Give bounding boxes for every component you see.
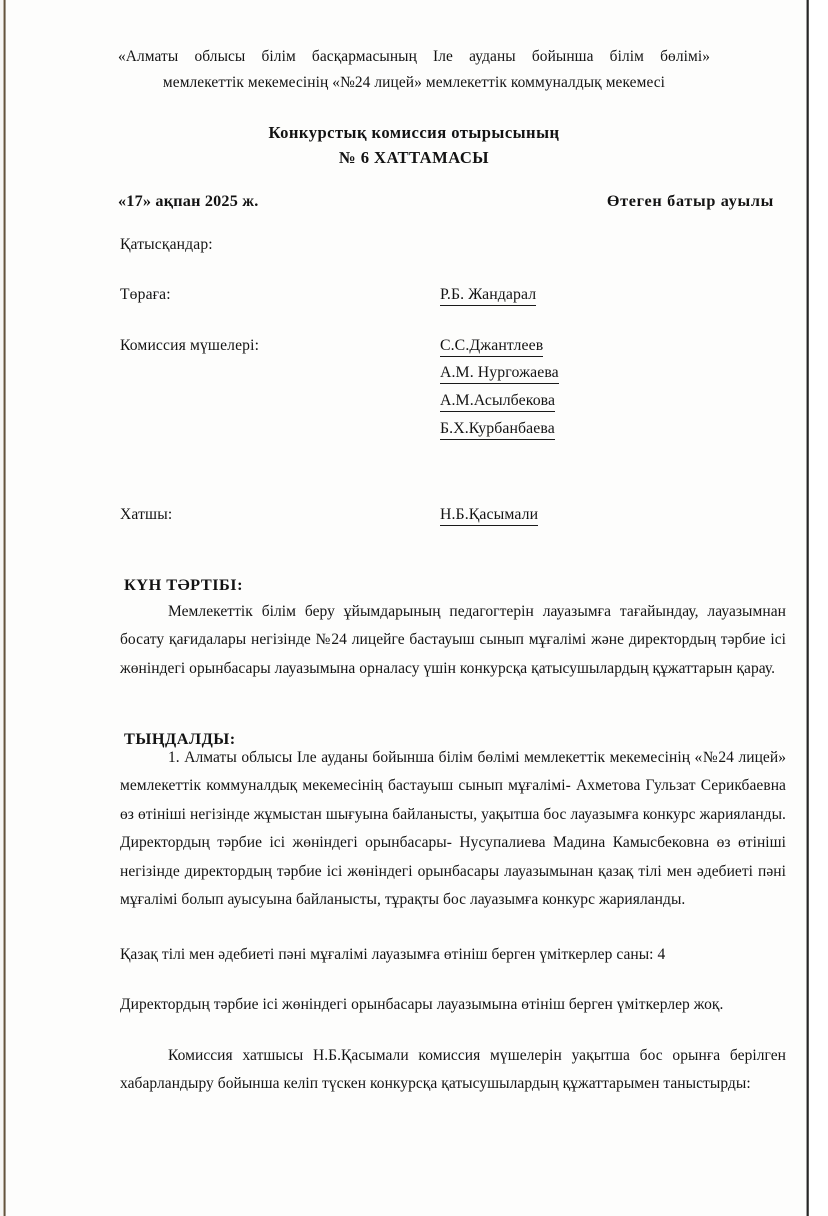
chair-name: Р.Б. Жандарал (440, 286, 536, 306)
title-line-2: № 6 ХАТТАМАСЫ (338, 148, 489, 167)
header-line-1: «Алматы облысы білім басқармасының Іле ауданы бойынша білім бөлімі» (118, 48, 710, 65)
document-place: Өтеген батыр ауылы (606, 192, 774, 210)
heard-item-1: 1. Алматы облысы Іле ауданы бойынша білім бөлімі мемлекеттік мекемесінің «№24 лицей» мемлекеттік коммуналдық мекемесінің бастауыш сынып мұғалімі- Ахметова Гульзат Серикбаевна өз өтініші негізінде жұмыстан шығуына байланысты, уақытша бос лауазымға конкурс жарияланды. Директордың тәрбие ісі жөніндегі орынбасары- Нусупалиева Мадина Камысбековна өз өтініші негізінде директордың тәрбие ісі жөніндегі орынбасары лауазымынан қазақ тілі мен әдебиеті пәні мұғалімі болып ауысуына байланысты, тұрақты бос лауазымға конкурс жарияланды. (120, 749, 786, 909)
secretary-name: Н.Б.Қасымали (440, 506, 538, 526)
secretary-label: Хатшы: (120, 506, 173, 523)
member-name: А.М. Нургожаева (440, 364, 559, 384)
heard-heading: ТЫҢДАЛДЫ: (124, 729, 236, 748)
agenda-body: Мемлекеттік білім беру ұйымдарының педагогтерін лауазымға тағайындау, лауазымнан босату қағидалары негізінде №24 лицейге бастауыш сынып мұғалімі және директордың тәрбие ісі жөніндегі орынбасары лауазымына орналасу үшін конкурсқа қатысушылардың құжаттарын қарау. (120, 603, 786, 677)
secretary-introduction-text: Комиссия хатшысы Н.Б.Қасымали комиссия мүшелерін уақытша бос орынға берілген хабарландыру бойынша келіп түскен конкурсқа қатысушылардың құжаттарымен таныстырды: (120, 1047, 786, 1093)
members-label: Комиссия мүшелері: (120, 337, 260, 354)
title-line-1: Конкурстық комиссия отырысының (268, 123, 560, 142)
attendees-heading: Қатысқандар: (120, 236, 213, 253)
header-line-2: мемлекеттік мекемесінің «№24 лицей» мемлекеттік коммуналдық мекемесі (162, 74, 666, 91)
page-title (114, 120, 714, 170)
agenda-heading: КҮН ТӘРТІБІ: (124, 575, 244, 594)
document-header (118, 44, 710, 96)
candidates-count-line: Қазақ тілі мен әдебиеті пәні мұғалімі лауазымға өтініш берген үміткерлер саны: 4 (120, 946, 666, 963)
member-name: А.М.Асылбекова (440, 392, 555, 412)
no-candidates-line: Директордың тәрбие ісі жөніндегі орынбасары лауазымына өтініш берген үміткерлер жоқ. (120, 996, 724, 1013)
chair-label: Төраға: (120, 286, 171, 303)
member-name: Б.Х.Курбанбаева (440, 420, 555, 440)
member-name: С.С.Джантлеев (440, 337, 543, 357)
date-place-row (118, 192, 774, 211)
document-date: «17» ақпан 2025 ж. (118, 192, 259, 210)
